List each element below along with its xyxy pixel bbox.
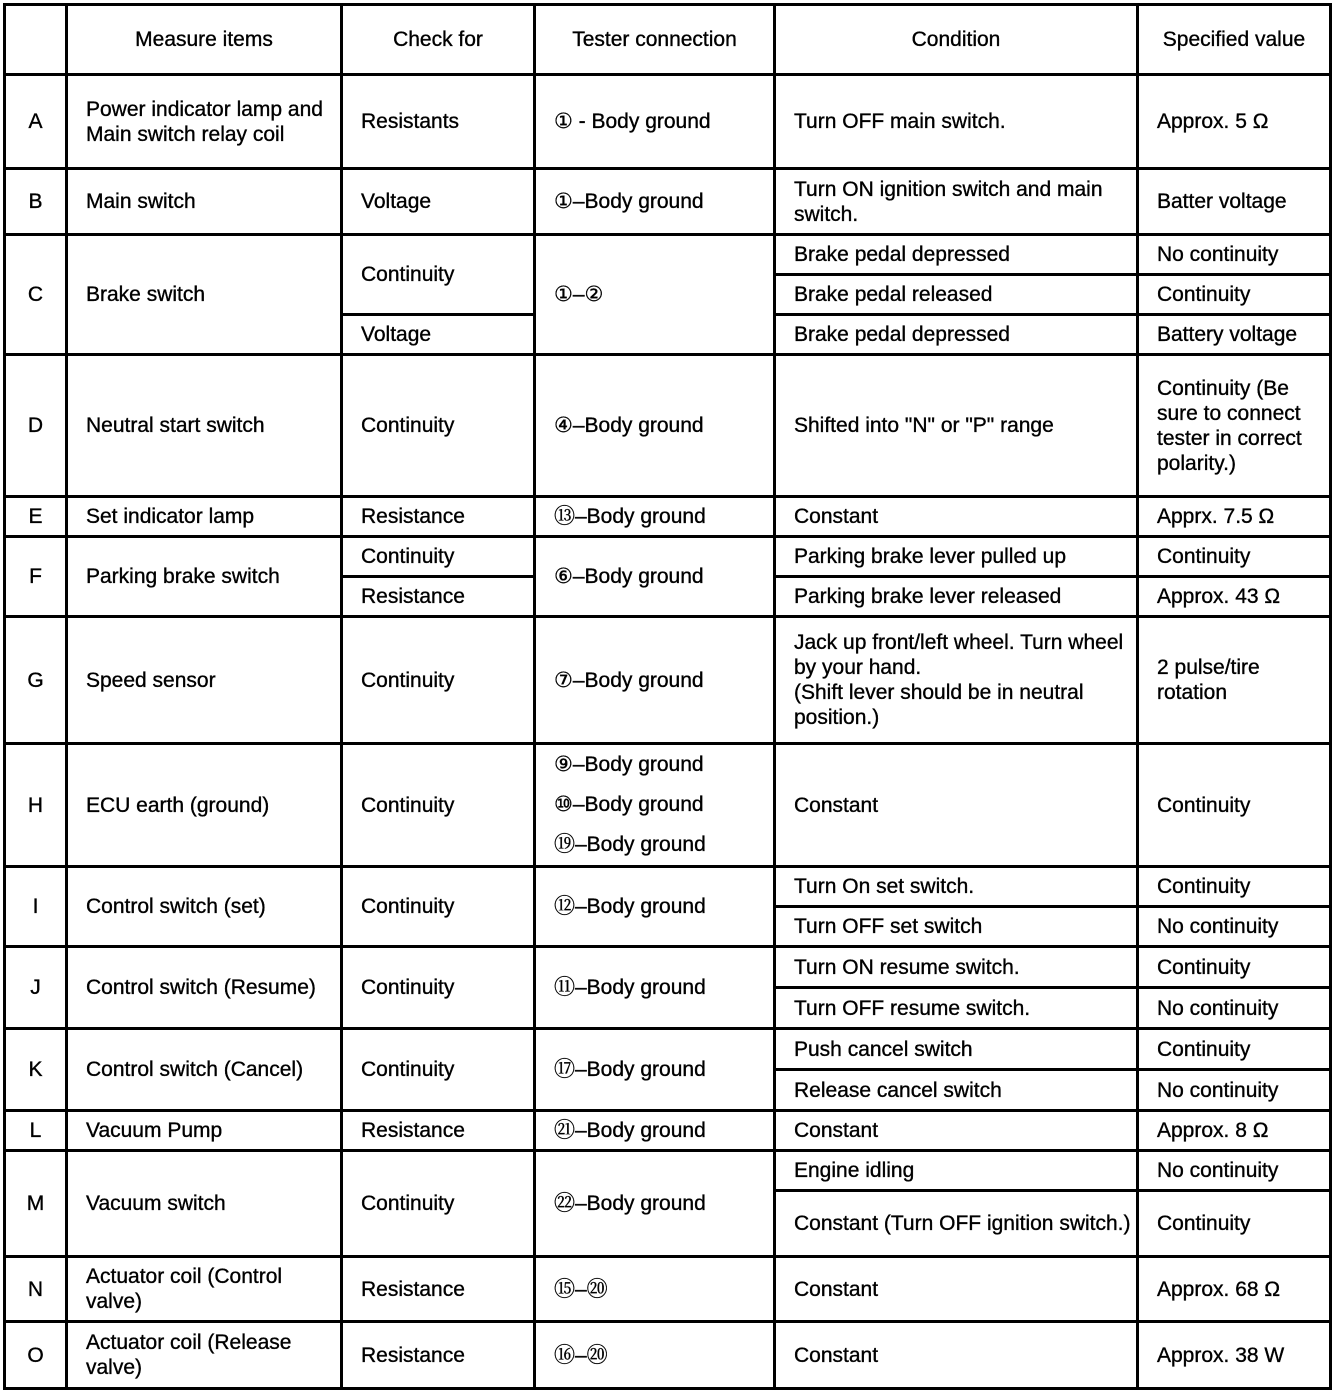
tester-connection: ⑫–Body ground: [535, 867, 775, 947]
specified-value: Approx. 5 Ω: [1138, 75, 1331, 169]
table-row: [5, 497, 1331, 537]
table-row: [5, 1257, 1331, 1322]
specified-value: 2 pulse/tire rotation: [1138, 617, 1331, 744]
header-blank: [5, 5, 67, 75]
measure-item: Set indicator lamp: [67, 497, 342, 537]
specified-value: Continuity: [1138, 744, 1331, 867]
tester-connection: ⑬–Body ground: [535, 497, 775, 537]
header-specified-value: Specified value: [1138, 5, 1331, 75]
row-letter: J: [5, 947, 67, 1029]
row-letter: F: [5, 537, 67, 617]
measure-item: Vacuum Pump: [67, 1111, 342, 1151]
condition: Parking brake lever pulled up: [775, 537, 1138, 577]
measure-item: Actuator coil (Release valve): [67, 1322, 342, 1389]
table-row: [5, 1111, 1331, 1151]
header-check-for: Check for: [342, 5, 535, 75]
tester-connection: ⑩–Body ground: [554, 793, 704, 816]
condition: Jack up front/left wheel. Turn wheel by your hand. (Shift lever should be in neutral position.): [775, 617, 1138, 744]
condition: Constant (Turn OFF ignition switch.): [775, 1191, 1138, 1257]
specified-value: No continuity: [1138, 1151, 1331, 1191]
tester-connection: ①–②: [535, 235, 775, 355]
specified-value: Approx. 43 Ω: [1138, 577, 1331, 617]
specified-value: Continuity: [1138, 275, 1331, 315]
tester-connection: ⑪–Body ground: [535, 947, 775, 1029]
specified-value: Continuity (Be sure to connect tester in correct polarity.): [1138, 355, 1331, 497]
condition: Constant: [775, 1322, 1138, 1389]
measure-item: Vacuum switch: [67, 1151, 342, 1257]
check-for: Continuity: [342, 1029, 535, 1111]
condition: Constant: [775, 744, 1138, 867]
tester-connection: ㉒–Body ground: [535, 1151, 775, 1257]
row-letter: O: [5, 1322, 67, 1389]
specified-value: Approx. 68 Ω: [1138, 1257, 1331, 1322]
table-row: [5, 1151, 1331, 1191]
table-row: [5, 867, 1331, 907]
specified-value: No continuity: [1138, 235, 1331, 275]
specified-value: Approx. 8 Ω: [1138, 1111, 1331, 1151]
measure-item: Control switch (Cancel): [67, 1029, 342, 1111]
condition: Brake pedal released: [775, 275, 1138, 315]
row-letter: C: [5, 235, 67, 355]
measure-item: Brake switch: [67, 235, 342, 355]
specified-value: Approx. 38 W: [1138, 1322, 1331, 1389]
specified-value: Continuity: [1138, 947, 1331, 988]
check-for: Resistance: [342, 497, 535, 537]
check-for: Voltage: [342, 315, 535, 355]
condition: Brake pedal depressed: [775, 235, 1138, 275]
table-row: [5, 355, 1331, 497]
measure-item: ECU earth (ground): [67, 744, 342, 867]
row-letter: K: [5, 1029, 67, 1111]
condition: Turn OFF main switch.: [775, 75, 1138, 169]
check-for: Continuity: [342, 355, 535, 497]
table-row: [5, 75, 1331, 169]
check-for: Resistants: [342, 75, 535, 169]
tester-connection: ① - Body ground: [535, 75, 775, 169]
specified-value: Continuity: [1138, 1191, 1331, 1257]
condition: Push cancel switch: [775, 1029, 1138, 1070]
condition: Shifted into "N" or "P" range: [775, 355, 1138, 497]
specified-value: Continuity: [1138, 867, 1331, 907]
condition: Parking brake lever released: [775, 577, 1138, 617]
table-row: [5, 947, 1331, 988]
specified-value: Batter voltage: [1138, 169, 1331, 235]
tester-connection: ①–Body ground: [535, 169, 775, 235]
condition: Constant: [775, 1257, 1138, 1322]
condition: Release cancel switch: [775, 1070, 1138, 1111]
measure-item: Parking brake switch: [67, 537, 342, 617]
measure-item: Main switch: [67, 169, 342, 235]
tester-connection: ㉑–Body ground: [535, 1111, 775, 1151]
tester-connection: ⑯–⑳: [535, 1322, 775, 1389]
measure-item: Actuator coil (Control valve): [67, 1257, 342, 1322]
condition: Engine idling: [775, 1151, 1138, 1191]
measure-item: Power indicator lamp and Main switch relay coil: [67, 75, 342, 169]
specified-value: No continuity: [1138, 1070, 1331, 1111]
header-row: [5, 5, 1331, 75]
check-for: Continuity: [342, 235, 535, 315]
check-for: Resistance: [342, 1322, 535, 1389]
row-letter: M: [5, 1151, 67, 1257]
condition: Constant: [775, 1111, 1138, 1151]
row-letter: G: [5, 617, 67, 744]
tester-connections: [535, 744, 775, 867]
table-row: [5, 1322, 1331, 1389]
measure-item: Control switch (set): [67, 867, 342, 947]
condition: Turn ON ignition switch and main switch.: [775, 169, 1138, 235]
condition: Constant: [775, 497, 1138, 537]
tester-connection: ⑲–Body ground: [554, 833, 706, 856]
specified-value: No continuity: [1138, 907, 1331, 947]
table-row: [5, 235, 1331, 275]
row-letter: N: [5, 1257, 67, 1322]
row-letter: H: [5, 744, 67, 867]
check-for: Continuity: [342, 617, 535, 744]
header-condition: Condition: [775, 5, 1138, 75]
table-row: [5, 744, 1331, 867]
table-row: [5, 169, 1331, 235]
tester-connection: ⑰–Body ground: [535, 1029, 775, 1111]
tester-connection: ④–Body ground: [535, 355, 775, 497]
row-letter: L: [5, 1111, 67, 1151]
row-letter: E: [5, 497, 67, 537]
specified-value: Continuity: [1138, 1029, 1331, 1070]
specified-value: Apprx. 7.5 Ω: [1138, 497, 1331, 537]
tester-connection: ⑮–⑳: [535, 1257, 775, 1322]
table-row: [5, 617, 1331, 744]
check-for: Continuity: [342, 867, 535, 947]
table-row: [5, 1029, 1331, 1070]
specified-value: No continuity: [1138, 988, 1331, 1029]
measure-item: Neutral start switch: [67, 355, 342, 497]
condition: Turn OFF resume switch.: [775, 988, 1138, 1029]
tester-connection: ⑥–Body ground: [535, 537, 775, 617]
measure-item: Control switch (Resume): [67, 947, 342, 1029]
header-tester-connection: Tester connection: [535, 5, 775, 75]
check-for: Continuity: [342, 1151, 535, 1257]
row-letter: I: [5, 867, 67, 947]
tester-connection: ⑦–Body ground: [535, 617, 775, 744]
check-for: Resistance: [342, 1111, 535, 1151]
row-letter: B: [5, 169, 67, 235]
check-for: Continuity: [342, 537, 535, 577]
row-letter: D: [5, 355, 67, 497]
condition: Turn ON resume switch.: [775, 947, 1138, 988]
header-measure-items: Measure items: [67, 5, 342, 75]
tester-connection: ⑨–Body ground: [554, 753, 704, 776]
table-row: [5, 537, 1331, 577]
condition: Turn OFF set switch: [775, 907, 1138, 947]
measure-item: Speed sensor: [67, 617, 342, 744]
row-letter: A: [5, 75, 67, 169]
specified-value: Continuity: [1138, 537, 1331, 577]
inspection-table: [3, 3, 1332, 1390]
check-for: Continuity: [342, 744, 535, 867]
check-for: Resistance: [342, 1257, 535, 1322]
specified-value: Battery voltage: [1138, 315, 1331, 355]
check-for: Continuity: [342, 947, 535, 1029]
check-for: Voltage: [342, 169, 535, 235]
condition: Brake pedal depressed: [775, 315, 1138, 355]
condition: Turn On set switch.: [775, 867, 1138, 907]
check-for: Resistance: [342, 577, 535, 617]
